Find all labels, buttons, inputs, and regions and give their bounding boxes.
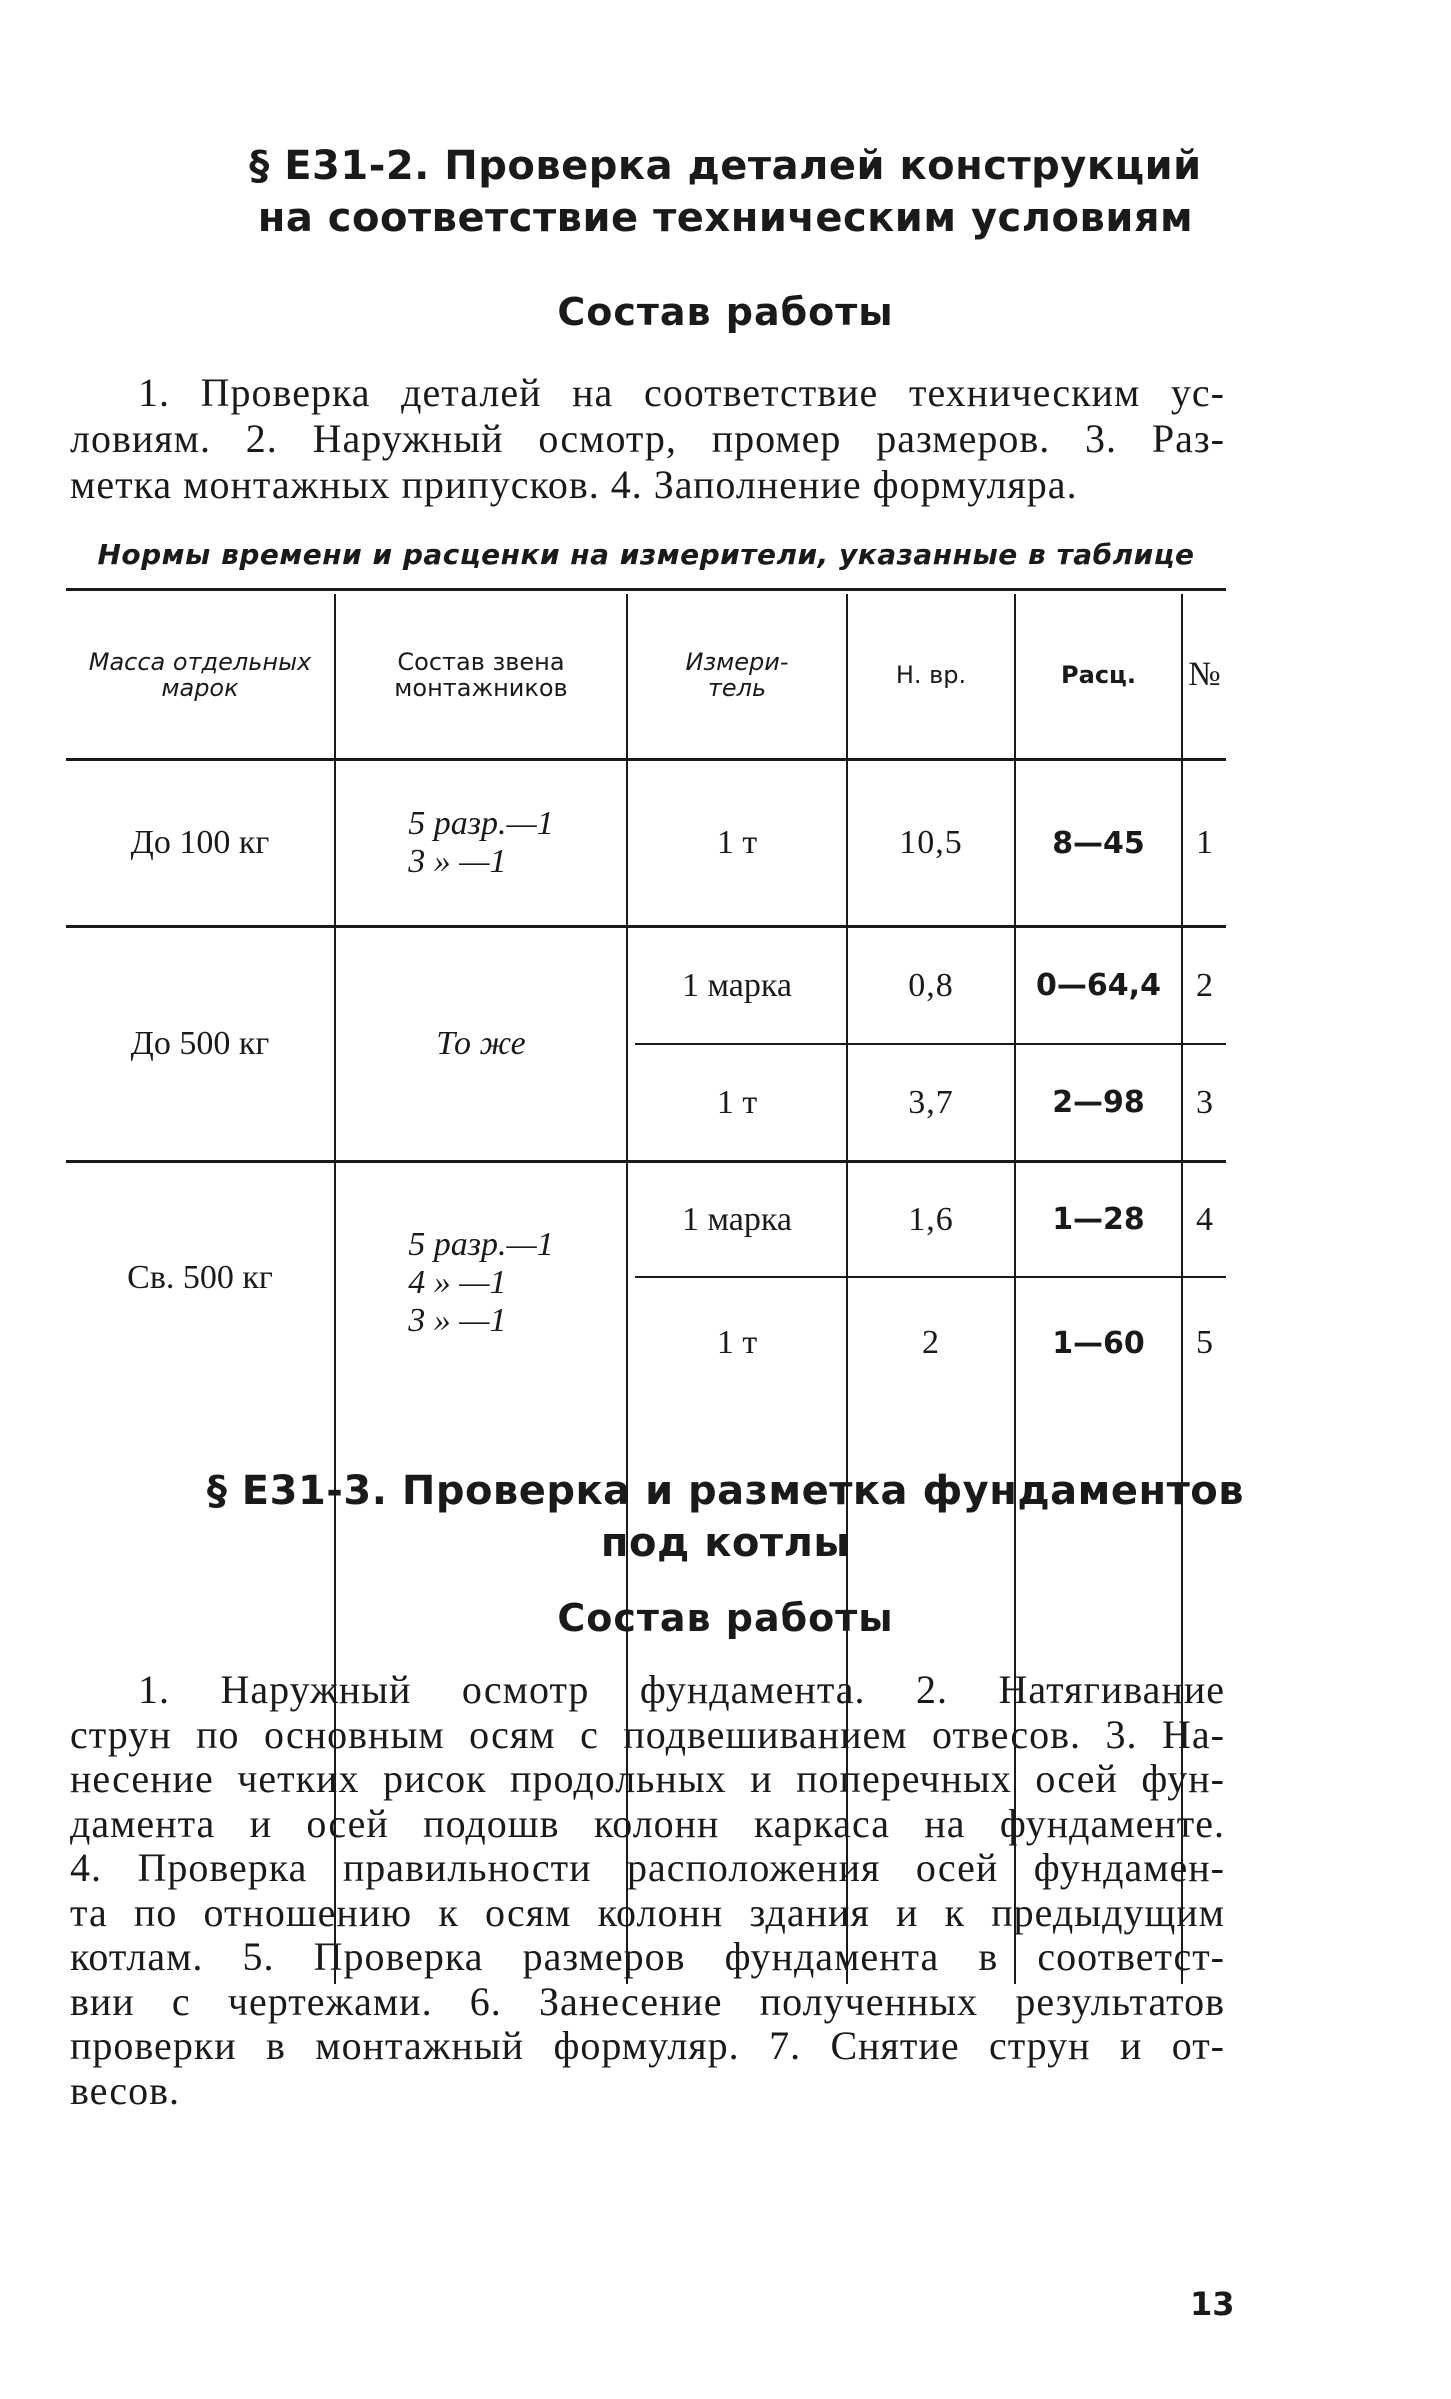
- norm-cell: 2: [922, 1324, 940, 1361]
- section-title-line: § Е31-2. Проверка деталей конструкций: [249, 143, 1202, 189]
- rate-cell: 1—60: [1052, 1325, 1145, 1361]
- unit-cell: 1 т: [716, 824, 758, 861]
- rate-cell: 8—45: [1052, 825, 1145, 861]
- page-number: 13: [1190, 2285, 1235, 2323]
- rate-cell: 0—64,4: [1036, 968, 1161, 1003]
- mass-cell: До 500 кг: [130, 1025, 270, 1062]
- header-norm: Н. вр.: [895, 661, 967, 689]
- body-line: 1. Наружный осмотр фундамента. 2. Натягивание: [138, 1667, 1225, 1712]
- unit-cell: 1 марка: [682, 1200, 792, 1238]
- norm-cell: 10,5: [899, 824, 963, 861]
- body-line: дамента и осей подошв колонн каркаса на фундаменте.: [70, 1800, 1225, 1846]
- unit-cell: 1 марка: [682, 966, 792, 1004]
- header-num: №: [1188, 656, 1221, 693]
- crew-line: 5 разр.—1: [408, 805, 554, 842]
- header-text: Состав звена: [397, 648, 565, 676]
- crew-line: 3 » —1: [408, 1302, 507, 1339]
- crew-cell: [336, 1163, 626, 1403]
- section-title-line: § Е31-3. Проверка и разметка фундаментов: [206, 1468, 1245, 1514]
- header-text: тель: [707, 674, 767, 702]
- table-caption: Нормы времени и расценки на измерители, указанные в таблице: [97, 538, 1195, 571]
- body-line: ловиям. 2. Наружный осмотр, промер размеров. 3. Раз-: [70, 416, 1225, 461]
- unit-cell: 1 т: [716, 1324, 758, 1361]
- table-top-rule: [66, 588, 1226, 591]
- body-line: 4. Проверка правильности расположения осей фундамен-: [70, 1845, 1225, 1890]
- num-cell: 5: [1196, 1324, 1213, 1361]
- body-line: метка монтажных припусков. 4. Заполнение формуляра.: [70, 462, 1078, 507]
- num-cell: 3: [1196, 1083, 1213, 1121]
- section-e31-2-title: [0, 140, 1451, 244]
- crew-line: 4 » —1: [408, 1264, 507, 1301]
- num-cell: 2: [1196, 966, 1213, 1004]
- num-cell: 4: [1196, 1200, 1213, 1238]
- header-rate: Расц.: [1061, 661, 1136, 689]
- norm-cell: 0,8: [908, 966, 954, 1004]
- rate-cell: 2—98: [1052, 1085, 1145, 1120]
- crew-line: 3 » —1: [408, 843, 507, 880]
- norm-cell: 1,6: [908, 1200, 954, 1238]
- body-line: струн по основным осям с подвешиванием отвесов. 3. На-: [70, 1711, 1225, 1757]
- section-e31-2-body: [70, 370, 1225, 508]
- section-e31-3-body: [70, 1668, 1225, 2113]
- section-title-line: под котлы: [600, 1520, 851, 1566]
- body-line: 1. Проверка деталей на соответствие техническим ус-: [138, 370, 1225, 415]
- norm-cell: 3,7: [908, 1083, 954, 1121]
- header-crew: [336, 592, 626, 758]
- header-text: Масса отдельных: [88, 648, 312, 676]
- crew-cell: То же: [436, 1025, 526, 1062]
- body-line: весов.: [70, 2067, 181, 2113]
- header-text: Измери-: [685, 648, 789, 676]
- body-line: вии с чертежами. 6. Занесение полученных результатов: [70, 1978, 1225, 2024]
- mass-cell: Св. 500 кг: [127, 1259, 273, 1296]
- body-line: котлам. 5. Проверка размеров фундамента в соответст-: [70, 1934, 1225, 1979]
- section-e31-3-subtitle: Состав работы: [557, 1596, 894, 1640]
- crew-line: 5 разр.—1: [408, 1226, 554, 1263]
- unit-cell: 1 т: [716, 1083, 758, 1121]
- num-cell: 1: [1196, 824, 1213, 861]
- section-title-line: на соответствие техническим условиям: [257, 195, 1194, 241]
- section-e31-2-subtitle: Состав работы: [557, 290, 894, 334]
- header-mass: [66, 592, 334, 758]
- body-line: проверки в монтажный формуляр. 7. Снятие струн и от-: [70, 2023, 1225, 2068]
- header-text: марок: [161, 674, 239, 702]
- crew-cell: [336, 761, 626, 925]
- section-e31-3-title: [0, 1465, 1451, 1569]
- rate-cell: 1—28: [1052, 1202, 1145, 1237]
- mass-cell: До 100 кг: [130, 824, 270, 861]
- header-unit: [628, 592, 846, 758]
- body-line: несение четких рисок продольных и поперечных осей фун-: [70, 1756, 1225, 1801]
- body-line: та по отношению к осям колонн здания и к предыдущим: [70, 1889, 1225, 1935]
- header-text: монтажников: [394, 674, 568, 702]
